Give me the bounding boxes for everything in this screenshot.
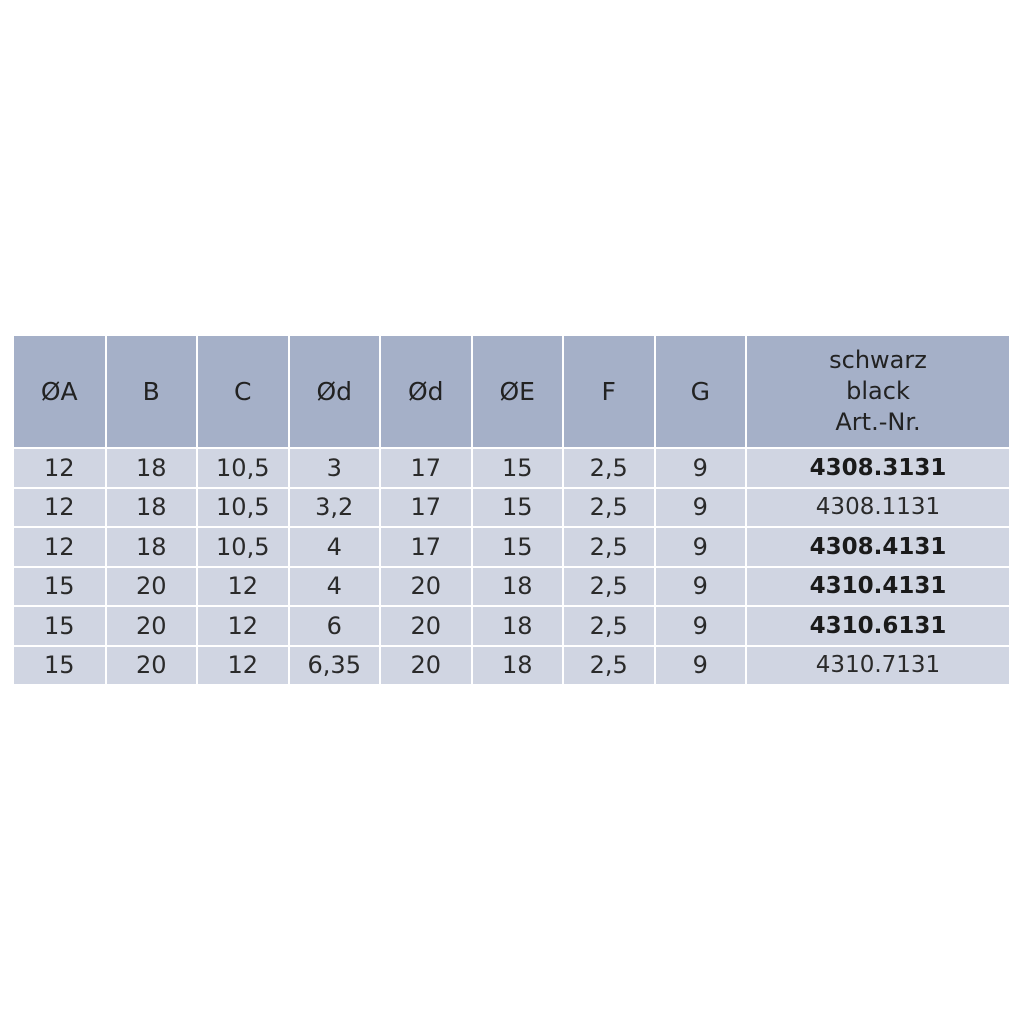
cell-article-number: 4310.7131 <box>746 646 1009 685</box>
cell-a: 12 <box>14 488 106 528</box>
header-g: G <box>655 336 747 448</box>
table-row <box>14 606 1009 646</box>
cell-g: 9 <box>655 448 747 488</box>
cell-e: 15 <box>472 448 564 488</box>
cell-f: 2,5 <box>563 567 655 607</box>
cell-a: 15 <box>14 567 106 607</box>
cell-b: 20 <box>106 606 198 646</box>
header-diameter-a: ØA <box>14 336 106 448</box>
table-row <box>14 488 1009 528</box>
cell-d-1: 3 <box>289 448 381 488</box>
cell-b: 18 <box>106 488 198 528</box>
cell-article-number: 4308.3131 <box>746 448 1009 488</box>
cell-e: 18 <box>472 567 564 607</box>
cell-article-number: 4310.4131 <box>746 567 1009 607</box>
header-b: B <box>106 336 198 448</box>
cell-c: 12 <box>197 606 289 646</box>
cell-a: 15 <box>14 606 106 646</box>
cell-e: 15 <box>472 527 564 567</box>
cell-f: 2,5 <box>563 448 655 488</box>
cell-f: 2,5 <box>563 606 655 646</box>
header-article-color-en: black <box>846 377 910 405</box>
cell-d-1: 6,35 <box>289 646 381 685</box>
cell-c: 12 <box>197 567 289 607</box>
cell-b: 18 <box>106 527 198 567</box>
header-diameter-e: ØE <box>472 336 564 448</box>
cell-g: 9 <box>655 646 747 685</box>
cell-d-1: 4 <box>289 527 381 567</box>
table-row <box>14 527 1009 567</box>
cell-a: 15 <box>14 646 106 685</box>
table-row <box>14 646 1009 685</box>
cell-d-2: 20 <box>380 567 472 607</box>
cell-b: 18 <box>106 448 198 488</box>
header-article-color-de: schwarz <box>829 346 927 374</box>
cell-g: 9 <box>655 567 747 607</box>
cell-e: 18 <box>472 606 564 646</box>
cell-d-2: 17 <box>380 448 472 488</box>
cell-c: 10,5 <box>197 527 289 567</box>
cell-c: 10,5 <box>197 448 289 488</box>
dimension-table <box>14 336 1009 684</box>
cell-a: 12 <box>14 448 106 488</box>
cell-d-2: 17 <box>380 527 472 567</box>
cell-a: 12 <box>14 527 106 567</box>
table-row <box>14 567 1009 607</box>
cell-c: 12 <box>197 646 289 685</box>
header-f: F <box>563 336 655 448</box>
header-row <box>14 336 1009 448</box>
header-diameter-d-2: Ød <box>380 336 472 448</box>
cell-f: 2,5 <box>563 488 655 528</box>
cell-d-2: 20 <box>380 646 472 685</box>
cell-g: 9 <box>655 488 747 528</box>
cell-article-number: 4308.1131 <box>746 488 1009 528</box>
cell-f: 2,5 <box>563 646 655 685</box>
cell-g: 9 <box>655 606 747 646</box>
header-article-label: Art.-Nr. <box>835 408 921 436</box>
cell-b: 20 <box>106 567 198 607</box>
table-body <box>14 448 1009 684</box>
cell-article-number: 4308.4131 <box>746 527 1009 567</box>
cell-d-1: 3,2 <box>289 488 381 528</box>
table-row <box>14 448 1009 488</box>
cell-d-1: 4 <box>289 567 381 607</box>
table-header <box>14 336 1009 448</box>
cell-b: 20 <box>106 646 198 685</box>
cell-d-2: 17 <box>380 488 472 528</box>
cell-d-1: 6 <box>289 606 381 646</box>
cell-e: 18 <box>472 646 564 685</box>
cell-article-number: 4310.6131 <box>746 606 1009 646</box>
cell-f: 2,5 <box>563 527 655 567</box>
header-diameter-d-1: Ød <box>289 336 381 448</box>
cell-g: 9 <box>655 527 747 567</box>
header-article-number <box>746 336 1009 448</box>
cell-c: 10,5 <box>197 488 289 528</box>
cell-e: 15 <box>472 488 564 528</box>
cell-d-2: 20 <box>380 606 472 646</box>
header-c: C <box>197 336 289 448</box>
